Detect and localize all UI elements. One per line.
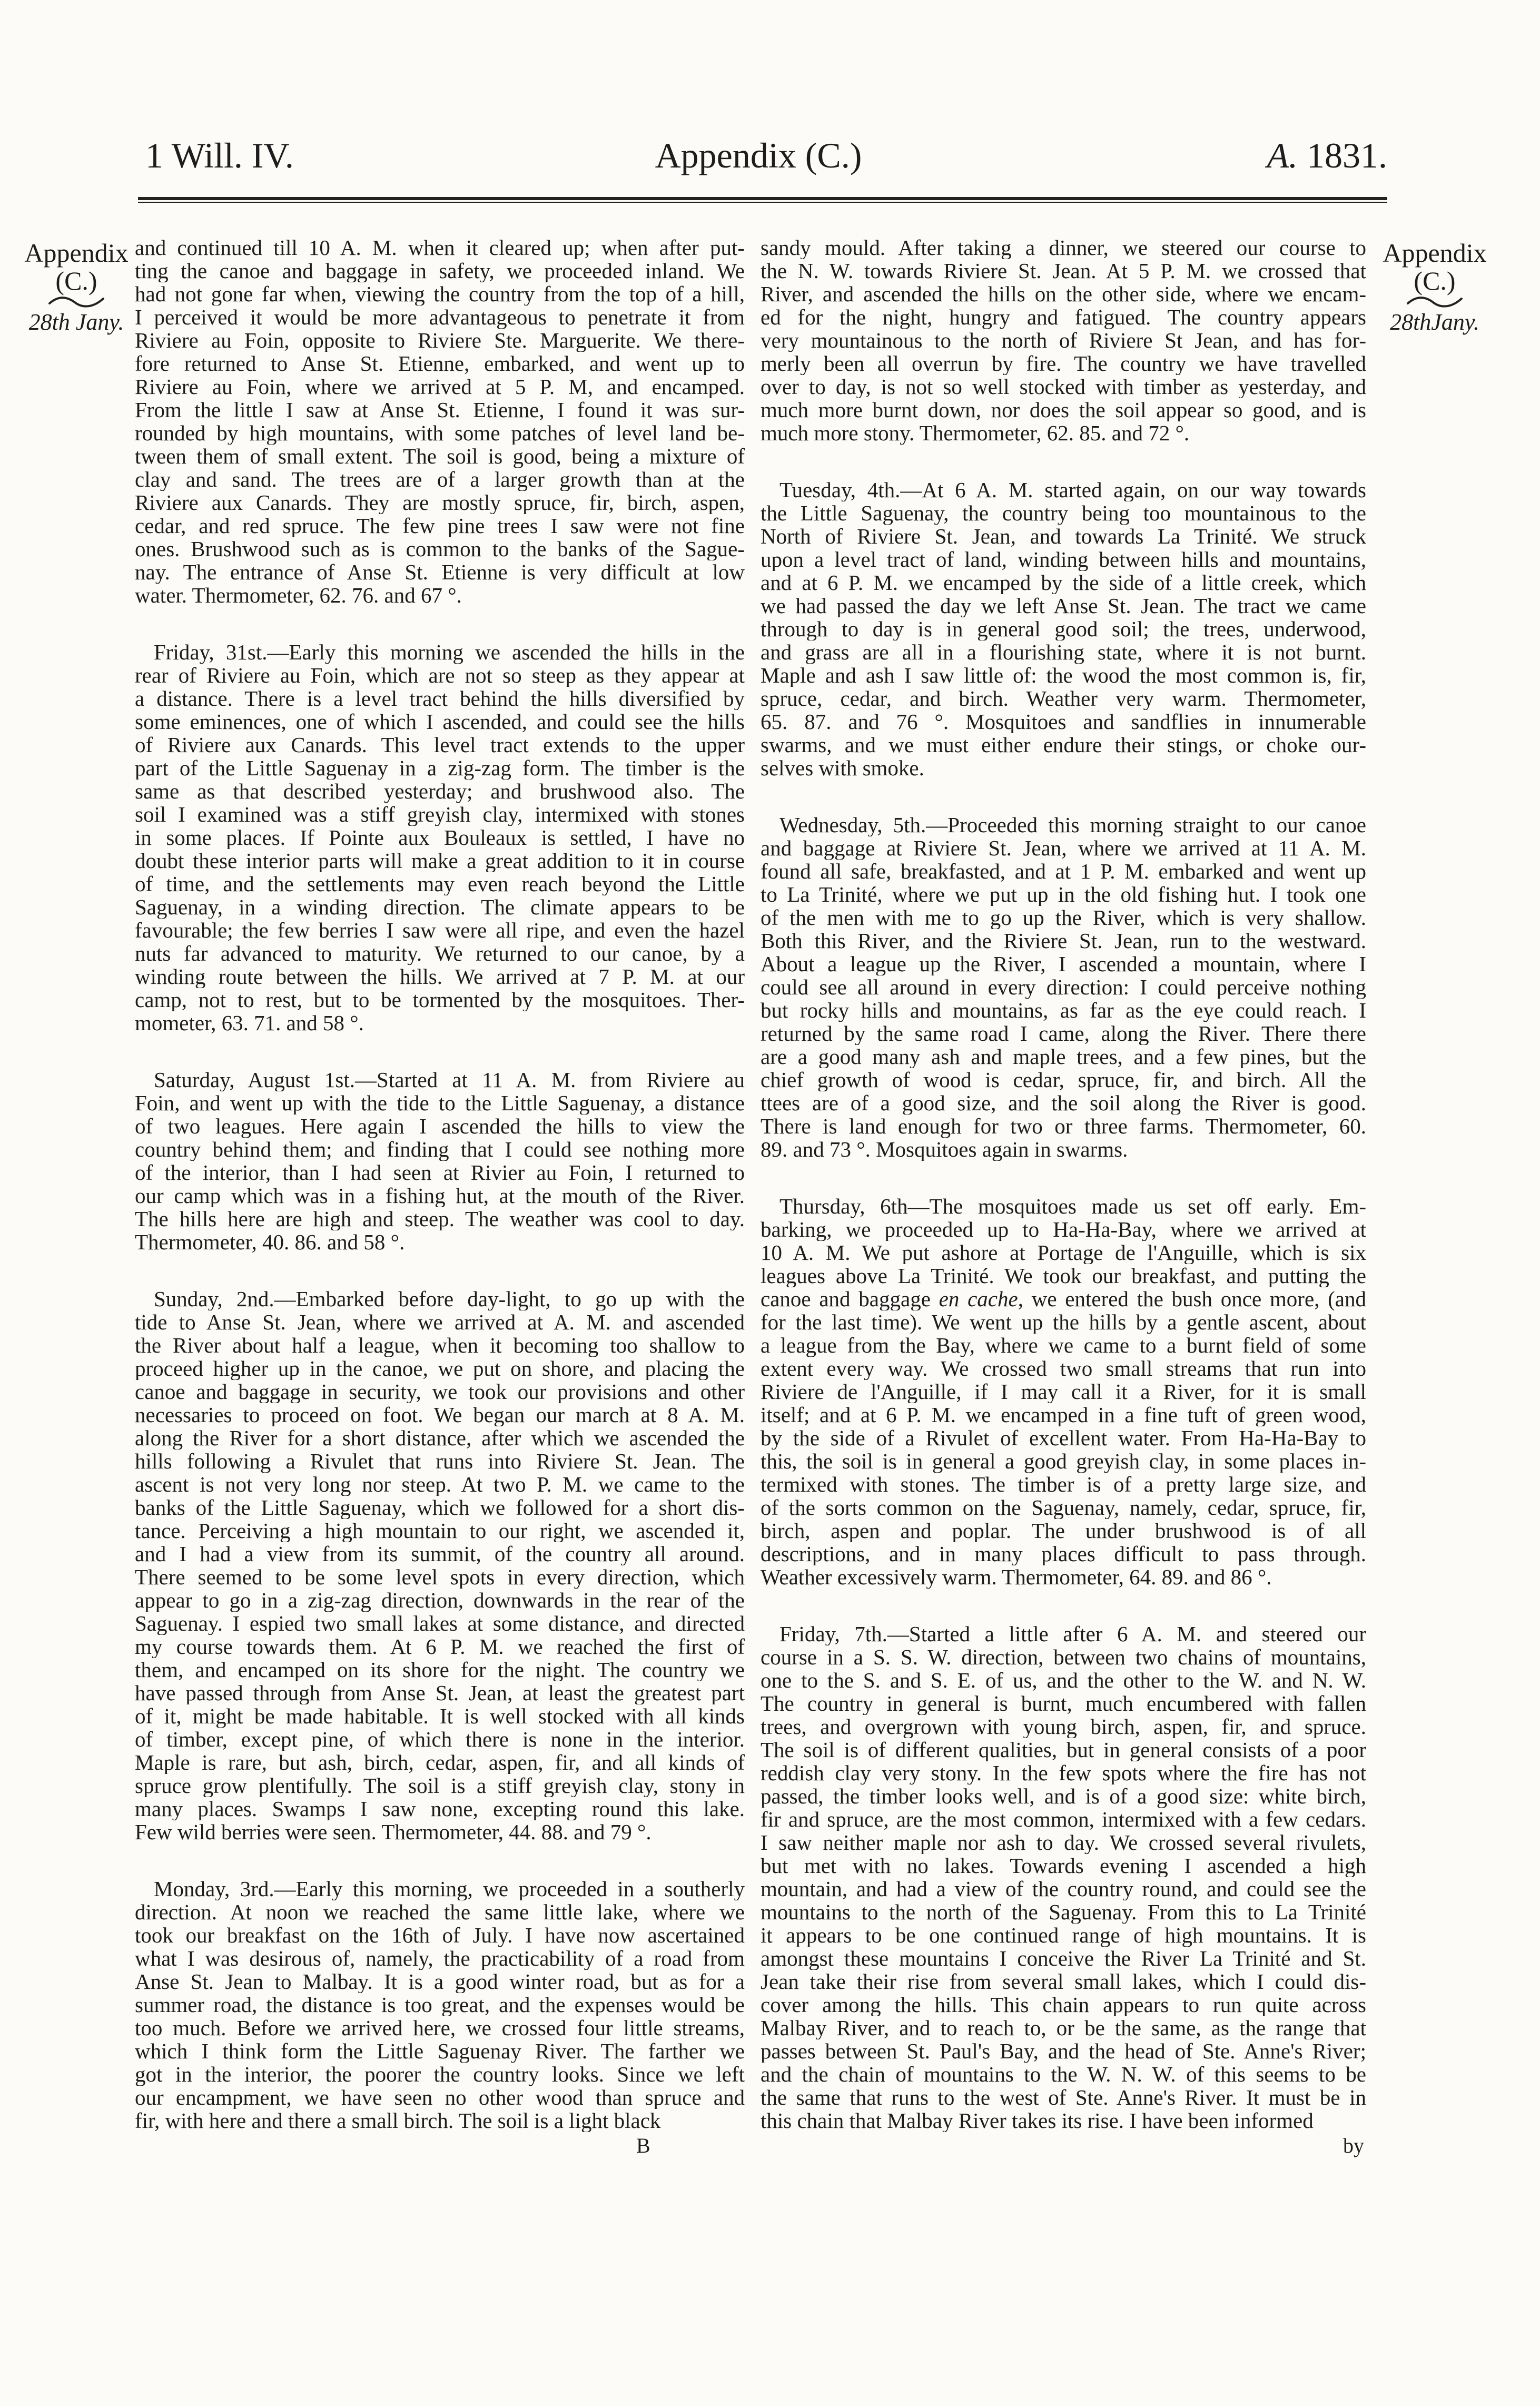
journal-entry	[135, 1877, 745, 2132]
text-line: North of Riviere St. Jean, and towards La Trinité. We struck	[761, 525, 1366, 548]
text-line: amongst these mountains I conceive the River La Trinité and St.	[761, 1947, 1366, 1970]
text-line: The soil is of different qualities, but in general consists of a poor	[761, 1738, 1366, 1761]
text-line: Maple and ash I saw little of: the wood the most common is, fir,	[761, 664, 1366, 687]
margin-note-section: (C.)	[1414, 266, 1456, 295]
text-line: course in a S. S. W. direction, between two chains of mountains,	[761, 1645, 1366, 1669]
text-line: rear of Riviere au Foin, which are not so steep as they appear at	[135, 664, 745, 687]
text-line: birch, aspen and poplar. The under brushwood is of all	[761, 1519, 1366, 1542]
text-line: hills following a Rivulet that runs into Riviere St. Jean. The	[135, 1449, 745, 1473]
journal-entry	[761, 813, 1366, 1161]
text-line: it appears to be one continued range of high mountains. It is	[761, 1924, 1366, 1947]
text-line: to La Trinité, where we put up in the old fishing hut. I took one	[761, 883, 1366, 906]
text-line: Saguenay. I espied two small lakes at some distance, and directed	[135, 1612, 745, 1635]
text-line: There seemed to be some level spots in every direction, which	[135, 1565, 745, 1589]
text-line: and at 6 P. M. we encamped by the side of a little creek, which	[761, 571, 1366, 594]
text-line: Friday, 31st.—Early this morning we ascended the hills in the	[154, 640, 745, 664]
text-line: Foin, and went up with the tide to the Little Saguenay, a distance	[135, 1091, 745, 1115]
text-line: which I think form the Little Saguenay River. The farther we	[135, 2039, 745, 2063]
text-line: in some places. If Pointe aux Bouleaux is settled, I have no	[135, 826, 745, 849]
text-line: our camp which was in a fishing hut, at the mouth of the River.	[135, 1184, 745, 1207]
text-line: upon a level tract of land, winding between hills and mountains,	[761, 548, 1366, 571]
text-line: of it, might be made habitable. It is well stocked with all kinds	[135, 1704, 745, 1728]
text-line: much more burnt down, nor does the soil appear so good, and is	[761, 398, 1366, 421]
text-line: camp, not to rest, but to be tormented by the mosquitoes. Ther-	[135, 988, 745, 1011]
text-line: merly been all overrun by fire. The country we have travelled	[761, 352, 1366, 375]
text-line: proceed higher up in the canoe, we put on shore, and placing the	[135, 1357, 745, 1380]
text-line: nay. The entrance of Anse St. Etienne is very difficult at low	[135, 560, 745, 584]
text-line: descriptions, and in many places difficult to pass through.	[761, 1542, 1366, 1565]
journal-entry	[761, 236, 1366, 445]
text-line: the Little Saguenay, the country being too mountainous to the	[761, 501, 1366, 525]
text-line: one to the S. and S. E. of us, and the other to the W. and N. W.	[761, 1669, 1366, 1692]
text-line: Anse St. Jean to Malbay. It is a good winter road, but as for a	[135, 1970, 745, 1993]
text-line: fir, with here and there a small birch. The soil is a light black	[135, 2109, 661, 2132]
text-line: much more stony. Thermometer, 62. 85. and 72 °.	[761, 421, 1190, 445]
margin-note-left	[16, 238, 137, 335]
text-line: cover among the hills. This chain appears to run quite across	[761, 1993, 1366, 2016]
text-line: sandy mould. After taking a dinner, we steered our course to	[761, 236, 1366, 259]
text-line: There is land enough for two or three farms. Thermometer, 60.	[761, 1115, 1366, 1138]
header-volume: 1 Will. IV.	[145, 135, 294, 175]
text-line: necessaries to proceed on foot. We began our march at 8 A. M.	[135, 1403, 745, 1426]
text-line: of the men with me to go up the River, which is very shallow.	[761, 906, 1366, 929]
text-line: leagues above La Trinité. We took our breakfast, and putting the	[761, 1264, 1366, 1287]
text-line: banks of the Little Saguenay, which we followed for a short dis-	[135, 1496, 745, 1519]
text-line: my course towards them. At 6 P. M. we reached the first of	[135, 1635, 745, 1658]
text-line: a league from the Bay, where we came to a burnt field of some	[761, 1334, 1366, 1357]
text-line: Jean take their rise from several small lakes, which I could dis-	[761, 1970, 1366, 1993]
text-line: and I had a view from its summit, of the country all around.	[135, 1542, 745, 1565]
text-line: and grass are all in a flourishing state, where it is not burnt.	[761, 640, 1366, 664]
text-line: extent every way. We crossed two small streams that run into	[761, 1357, 1366, 1380]
text-line: Riviere au Foin, opposite to Riviere Ste. Marguerite. We there-	[135, 329, 745, 352]
text-line: over to day, is not so well stocked with timber as yesterday, and	[761, 375, 1366, 398]
text-line: water. Thermometer, 62. 76. and 67 °.	[135, 584, 462, 607]
text-line: them, and encamped on its shore for the night. The country we	[135, 1658, 745, 1681]
text-run: , we entered the bush once more, (and	[1018, 1287, 1366, 1310]
text-line: same as that described yesterday; and brushwood also. The	[135, 780, 745, 803]
text-run: canoe and baggage	[761, 1287, 939, 1310]
text-line: along the River for a short distance, after which we ascended the	[135, 1426, 745, 1449]
text-line: Thermometer, 40. 86. and 58 °.	[135, 1230, 405, 1254]
text-line: part of the Little Saguenay in a zig-zag form. The timber is the	[135, 756, 745, 780]
text-line: by the side of a Rivulet of excellent water. From Ha-Ha-Bay to	[761, 1426, 1366, 1449]
text-line: mometer, 63. 71. and 58 °.	[135, 1011, 364, 1034]
text-line: have passed through from Anse St. Jean, at least the greatest part	[135, 1681, 745, 1704]
text-line: Friday, 7th.—Started a little after 6 A. M. and steered our	[779, 1622, 1366, 1645]
text-line	[761, 1287, 1366, 1310]
text-line: reddish clay very stony. In the few spots where the fire has not	[761, 1761, 1366, 1784]
text-line: Maple is rare, but ash, birch, cedar, aspen, fir, and all kinds of	[135, 1751, 745, 1774]
text-line: many places. Swamps I saw none, excepting round this lake.	[135, 1797, 745, 1820]
journal-entry	[135, 640, 745, 1034]
text-line: had not gone far when, viewing the country from the top of a hill,	[135, 282, 745, 305]
catchword: by	[1343, 2134, 1364, 2157]
text-line: of time, and the settlements may even reach beyond the Little	[135, 872, 745, 895]
text-line: Wednesday, 5th.—Proceeded this morning straight to our canoe	[779, 813, 1366, 836]
journal-entry	[761, 1622, 1366, 2132]
text-line: tween them of small extent. The soil is good, being a mixture of	[135, 445, 745, 468]
text-line: fore returned to Anse St. Etienne, embarked, and went up to	[135, 352, 745, 375]
journal-entry	[135, 1068, 745, 1254]
text-line: Malbay River, and to reach to, or be the same, as the range that	[761, 2016, 1366, 2039]
journal-entry	[135, 1287, 745, 1843]
text-line: ed for the night, hungry and fatigued. The country appears	[761, 305, 1366, 329]
text-line: direction. At noon we reached the same little lake, where we	[135, 1900, 745, 1924]
text-line: a distance. There is a level tract behind the hills diversified by	[135, 687, 745, 710]
text-line: selves with smoke.	[761, 756, 924, 780]
text-line: 89. and 73 °. Mosquitoes again in swarms.	[761, 1138, 1128, 1161]
text-line: doubt these interior parts will make a great addition to it in course	[135, 849, 745, 872]
text-line: Monday, 3rd.—Early this morning, we proceeded in a southerly	[154, 1877, 745, 1900]
text-line: ting the canoe and baggage in safety, we proceeded inland. We	[135, 259, 745, 282]
text-line: this, the soil is in general a good greyish clay, in some places in-	[761, 1449, 1366, 1473]
text-line: The hills here are high and steep. The weather was cool to day.	[135, 1207, 745, 1230]
text-line: got in the interior, the poorer the country looks. Since we left	[135, 2063, 745, 2086]
signature-mark: B	[636, 2134, 650, 2157]
flourish-ornament	[1406, 294, 1464, 310]
text-line: rounded by high mountains, with some patches of level land be-	[135, 421, 745, 445]
text-line: Few wild berries were seen. Thermometer, 44. 88. and 79 °.	[135, 1820, 651, 1843]
text-line: found all safe, breakfasted, and at 1 P. M. embarked and went up	[761, 860, 1366, 883]
text-line: Tuesday, 4th.—At 6 A. M. started again, on our way towards	[779, 478, 1366, 501]
margin-note-title: Appendix	[1383, 238, 1487, 268]
text-line: of the sorts common on the Saguenay, namely, cedar, spruce, fir,	[761, 1496, 1366, 1519]
text-line: Saguenay, in a winding direction. The climate appears to be	[135, 895, 745, 919]
text-line: favourable; the few berries I saw were all ripe, and even the hazel	[135, 919, 745, 942]
text-line: spruce, cedar, and birch. Weather very warm. Thermometer,	[761, 687, 1366, 710]
text-line: could see all around in every direction: I could perceive nothing	[761, 975, 1366, 999]
header-year	[1267, 132, 1387, 179]
text-line: of timber, except pine, of which there is none in the interior.	[135, 1728, 745, 1751]
text-line: tance. Perceiving a high mountain to our right, we ascended it,	[135, 1519, 745, 1542]
text-line: barking, we proceeded up to Ha-Ha-Bay, where we arrived at	[761, 1218, 1366, 1241]
text-line: this chain that Malbay River takes its rise. I have been informed	[761, 2109, 1314, 2132]
text-line: River, and ascended the hills on the other side, where we encam-	[761, 282, 1366, 305]
text-line: 10 A. M. We put ashore at Portage de l'Anguille, which is six	[761, 1241, 1366, 1264]
text-line: I perceived it would be more advantageous to penetrate it from	[135, 305, 745, 329]
text-line: the same that runs to the west of Ste. Anne's River. It must be in	[761, 2086, 1366, 2109]
text-line: the N. W. towards Riviere St. Jean. At 5 P. M. we crossed that	[761, 259, 1366, 282]
text-line: ascent is not very long nor steep. At two P. M. we came to the	[135, 1473, 745, 1496]
text-line: mountains to the north of the Saguenay. From this to La Trinité	[761, 1900, 1366, 1924]
text-line: we had passed the day we left Anse St. Jean. The tract we came	[761, 594, 1366, 617]
text-line: returned by the same road I came, along the River. There there	[761, 1022, 1366, 1045]
text-line: fir and spruce, are the most common, intermixed with a few cedars.	[761, 1808, 1366, 1831]
text-line: chief growth of wood is cedar, spruce, fir, and birch. All the	[761, 1068, 1366, 1091]
right-column	[761, 236, 1366, 2132]
text-line: some eminences, one of which I ascended, and could see the hills	[135, 710, 745, 733]
text-line: what I was desirous of, namely, the practicability of a road from	[135, 1947, 745, 1970]
text-line: 65. 87. and 76 °. Mosquitoes and sandflies in innumerable	[761, 710, 1366, 733]
text-line: The country in general is burnt, much encumbered with fallen	[761, 1692, 1366, 1715]
text-line: soil I examined was a stiff greyish clay, intermixed with stones	[135, 803, 745, 826]
italic-phrase: en cache	[939, 1287, 1018, 1310]
text-line: and the chain of mountains to the W. N. W. of this seems to be	[761, 2063, 1366, 2086]
header-title: Appendix (C.)	[655, 135, 862, 175]
flourish-ornament	[47, 294, 105, 310]
text-line: Riviere aux Canards. They are mostly spruce, fir, birch, aspen,	[135, 491, 745, 514]
text-line: appear to go in a zig-zag direction, downwards in the rear of the	[135, 1589, 745, 1612]
text-line: canoe and baggage in security, we took our provisions and other	[135, 1380, 745, 1403]
text-line: passed, the timber looks well, and is of a good size: white birch,	[761, 1784, 1366, 1808]
margin-note-date: 28th Jany.	[28, 309, 124, 335]
margin-note-right	[1374, 238, 1495, 335]
journal-entry	[761, 1195, 1366, 1589]
text-line: Saturday, August 1st.—Started at 11 A. M. from Riviere au	[154, 1068, 745, 1091]
text-line: Weather excessively warm. Thermometer, 64. 89. and 86 °.	[761, 1565, 1272, 1589]
left-column	[135, 236, 745, 2132]
text-line: spruce grow plentifully. The soil is a stiff greyish clay, stony in	[135, 1774, 745, 1797]
text-line: of Riviere aux Canards. This level tract extends to the upper	[135, 733, 745, 756]
text-line: cedar, and red spruce. The few pine trees I saw were not fine	[135, 514, 745, 537]
text-line: itself; and at 6 P. M. we encamped in a fine tuft of green wood,	[761, 1403, 1366, 1426]
text-line: Sunday, 2nd.—Embarked before day-light, to go up with the	[154, 1287, 745, 1310]
text-line: nuts far advanced to maturity. We returned to our canoe, by a	[135, 942, 745, 965]
text-line: winding route between the hills. We arrived at 7 P. M. at our	[135, 965, 745, 988]
text-line: for the last time). We went up the hills by a gentle ascent, about	[761, 1310, 1366, 1334]
text-line: Riviere au Foin, where we arrived at 5 P. M, and encamped.	[135, 375, 745, 398]
text-line: clay and sand. The trees are of a larger growth than at the	[135, 468, 745, 491]
text-line: Both this River, and the Riviere St. Jean, run to the westward.	[761, 929, 1366, 952]
header-rule	[138, 197, 1387, 203]
text-line: About a league up the River, I ascended a mountain, where I	[761, 952, 1366, 975]
text-line: ttees are of a good size, and the soil along the River is good.	[761, 1091, 1366, 1115]
text-line: swarms, and we must either endure their stings, or choke our-	[761, 733, 1366, 756]
margin-note-title: Appendix	[24, 238, 129, 268]
text-line: through to day is in general good soil; the trees, underwood,	[761, 617, 1366, 640]
text-line: but rocky hills and mountains, as far as the eye could reach. I	[761, 999, 1366, 1022]
journal-entry	[135, 236, 745, 607]
text-line: ones. Brushwood such as is common to the banks of the Sague-	[135, 537, 745, 560]
header-year-number: 1831.	[1307, 135, 1387, 175]
text-line: Thursday, 6th—The mosquitoes made us set off early. Em-	[779, 1195, 1366, 1218]
journal-entry	[761, 478, 1366, 780]
margin-note-date: 28thJany.	[1390, 309, 1479, 335]
text-line: termixed with stones. The timber is of a pretty large size, and	[761, 1473, 1366, 1496]
text-line: country behind them; and finding that I could see nothing more	[135, 1138, 745, 1161]
text-line: very mountainous to the north of Riviere St Jean, and has for-	[761, 329, 1366, 352]
margin-note-section: (C.)	[55, 266, 97, 295]
text-line: the River about half a league, when it becoming too shallow to	[135, 1334, 745, 1357]
text-line: of two leagues. Here again I ascended the hills to view the	[135, 1115, 745, 1138]
text-line: are a good many ash and maple trees, and a few pines, but the	[761, 1045, 1366, 1068]
text-line: From the little I saw at Anse St. Etienne, I found it was sur-	[135, 398, 745, 421]
text-line: I saw neither maple nor ash to day. We crossed several rivulets,	[761, 1831, 1366, 1854]
text-line: Riviere de l'Anguille, if I may call it a River, for it is small	[761, 1380, 1366, 1403]
text-line: and baggage at Riviere St. Jean, where we arrived at 11 A. M.	[761, 836, 1366, 860]
text-line: too much. Before we arrived here, we crossed four little streams,	[135, 2016, 745, 2039]
text-line: our encampment, we have seen no other wood than spruce and	[135, 2086, 745, 2109]
text-line: passes between St. Paul's Bay, and the head of Ste. Anne's River;	[761, 2039, 1366, 2063]
text-line: tide to Anse St. Jean, where we arrived at A. M. and ascended	[135, 1310, 745, 1334]
text-line: took our breakfast on the 16th of July. I have now ascertained	[135, 1924, 745, 1947]
text-line: but met with no lakes. Towards evening I ascended a high	[761, 1854, 1366, 1877]
header-year-prefix: A.	[1267, 135, 1298, 175]
text-line: trees, and overgrown with young birch, aspen, fir, and spruce.	[761, 1715, 1366, 1738]
text-line: mountain, and had a view of the country round, and could see the	[761, 1877, 1366, 1900]
text-line: of the interior, than I had seen at Rivier au Foin, I returned to	[135, 1161, 745, 1184]
text-line: summer road, the distance is too great, and the expenses would be	[135, 1993, 745, 2016]
text-line: and continued till 10 A. M. when it cleared up; when after put-	[135, 236, 745, 259]
